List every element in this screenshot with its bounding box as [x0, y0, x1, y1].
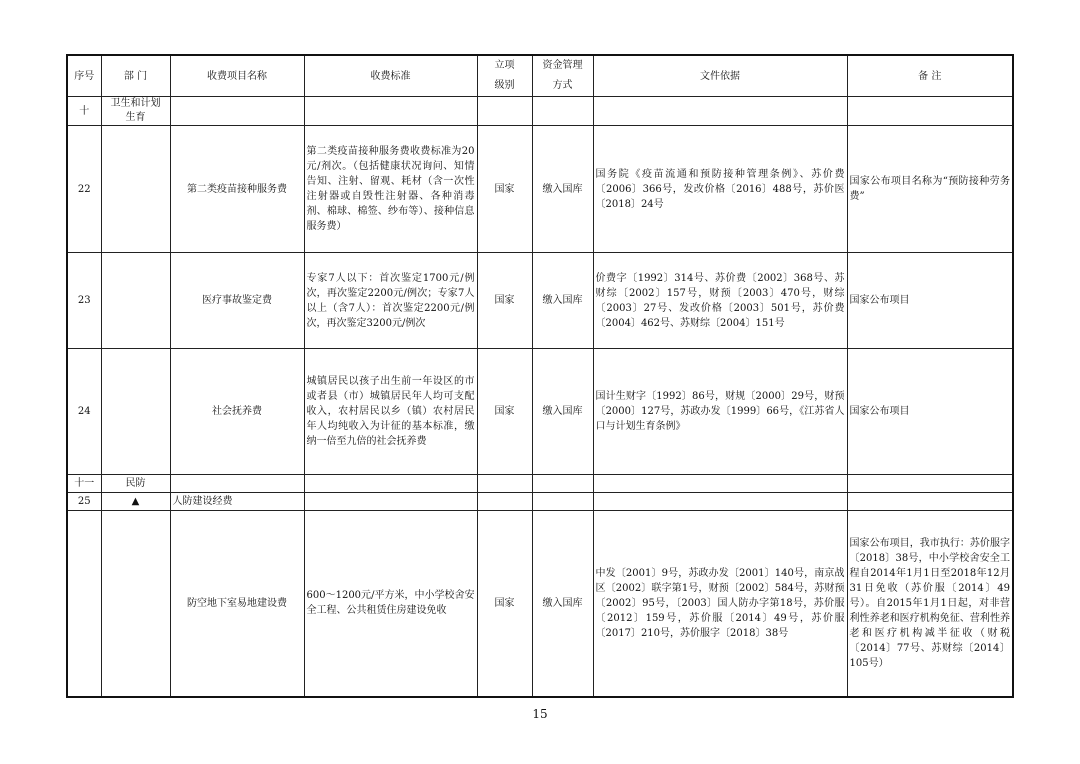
- row-seq: [67, 511, 101, 697]
- table-row-22: [67, 126, 1013, 253]
- row-remark: 国家公布项目: [847, 349, 1013, 475]
- row-fund: 缴入国库: [532, 126, 593, 253]
- table-row-23: [67, 253, 1013, 349]
- section-seq: 十一: [67, 475, 101, 493]
- row-standard: 600～1200元/平方米，中小学校舍安全工程、公共租赁住房建设免收: [304, 511, 477, 697]
- row-item: 防空地下室易地建设费: [170, 511, 304, 697]
- row-standard: 第二类疫苗接种服务费收费标准为20元/剂次。（包括健康状况询问、知情告知、注射、留观、耗材（含一次性注射器或自毁性注射器、各种消毒剂、棉球、棉签、纱布等）、接种信息服务费）: [304, 126, 477, 253]
- row-dept: [101, 511, 170, 697]
- header-standard: 收费标准: [304, 55, 477, 97]
- header-basis: 文件依据: [593, 55, 847, 97]
- page-number: 15: [532, 707, 548, 721]
- header-seq: 序号: [67, 55, 101, 97]
- row-level: 国家: [477, 126, 532, 253]
- row-seq: 22: [67, 126, 101, 253]
- row-seq: 23: [67, 253, 101, 349]
- row-basis: 中发〔2001〕9号，苏政办发〔2001〕140号，南京战区〔2002〕联字第1号，财预〔2002〕584号，苏财预〔2002〕95号，〔2003〕国人防办字第18号，苏价服〔2012〕159号，苏价服〔2014〕49号，苏价服〔2017〕210号，苏价服字〔2018〕38号: [593, 511, 847, 697]
- row-fund: 缴入国库: [532, 511, 593, 697]
- row-level: 国家: [477, 253, 532, 349]
- section-row-10: [67, 97, 1013, 126]
- row-fund: 缴入国库: [532, 349, 593, 475]
- header-fund: 资金管理 方式: [532, 55, 593, 97]
- section-dept: 卫生和计划 生育: [101, 97, 170, 126]
- row-level: 国家: [477, 349, 532, 475]
- header-remark: 备 注: [847, 55, 1013, 97]
- row-basis: 国计生财字〔1992〕86号，财规〔2000〕29号，财预〔2000〕127号，苏政办发〔1999〕66号，《江苏省人口与计划生育条例》: [593, 349, 847, 475]
- section-seq: 十: [67, 97, 101, 126]
- header-item: 收费项目名称: [170, 55, 304, 97]
- row-remark: 国家公布项目名称为“预防接种劳务费”: [847, 126, 1013, 253]
- row-dept: [101, 253, 170, 349]
- fee-table: [66, 54, 1014, 698]
- row-remark: 国家公布项目，我市执行：苏价服字〔2018〕38号，中小学校舍安全工程自2014年1月1日至2018年12月31日免收（苏价服〔2014〕49号）。自2015年1月1日起，对非营利性养老和医疗机构免征、营利性养老和医疗机构减半征收（财税〔2014〕77号、苏财综〔2014〕105号）: [847, 511, 1013, 697]
- row-dept: [101, 349, 170, 475]
- header-level: 立项 级别: [477, 55, 532, 97]
- row-level: 国家: [477, 511, 532, 697]
- section-dept: 民防: [101, 475, 170, 493]
- row-item: 医疗事故鉴定费: [170, 253, 304, 349]
- row-item: 社会抚养费: [170, 349, 304, 475]
- section-row-11: [67, 475, 1013, 493]
- table-row-25: [67, 493, 1013, 511]
- row-standard: 城镇居民以孩子出生前一年设区的市或者县（市）城镇居民年人均可支配收入，农村居民以乡（镇）农村居民年人均纯收入为计征的基本标准，缴纳一倍至九倍的社会抚养费: [304, 349, 477, 475]
- row-seq: 25: [67, 493, 101, 511]
- header-row: [67, 55, 1013, 97]
- row-basis: 价费字〔1992〕314号、苏价费〔2002〕368号、苏财综〔2002〕157号，财预〔2003〕470号，财综〔2003〕27号、发改价格〔2003〕501号，苏价费〔2004〕462号、苏财综〔2004〕151号: [593, 253, 847, 349]
- row-item: 第二类疫苗接种服务费: [170, 126, 304, 253]
- row-item: 人防建设经费: [170, 493, 304, 511]
- row-dept: [101, 126, 170, 253]
- row-seq: 24: [67, 349, 101, 475]
- row-standard: 专家7人以下：首次鉴定1700元/例次，再次鉴定2200元/例次；专家7人以上（含7人）：首次鉴定2200元/例次，再次鉴定3200元/例次: [304, 253, 477, 349]
- row-remark: 国家公布项目: [847, 253, 1013, 349]
- row-dept-marker: ▲: [101, 493, 170, 511]
- row-basis: 国务院《疫苗流通和预防接种管理条例》、苏价费〔2006〕366号，发改价格〔2016〕488号，苏价医〔2018〕24号: [593, 126, 847, 253]
- row-fund: 缴入国库: [532, 253, 593, 349]
- table-row-24: [67, 349, 1013, 475]
- header-dept: 部 门: [101, 55, 170, 97]
- table-row-25-sub: [67, 511, 1013, 697]
